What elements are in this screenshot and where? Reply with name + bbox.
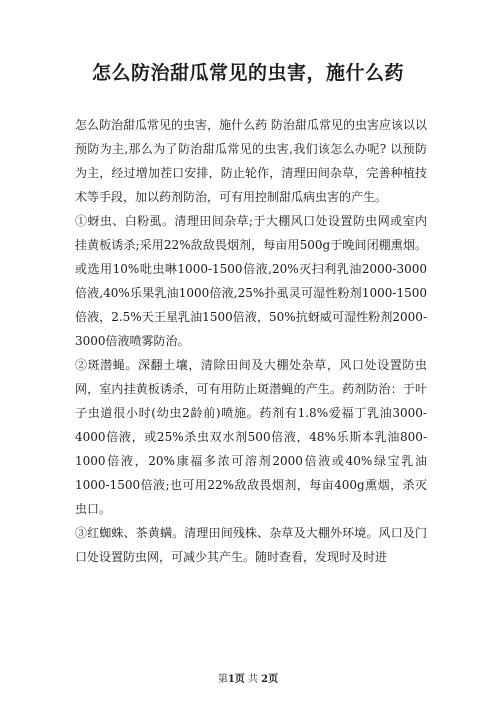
footer-prefix: 第 [217, 674, 228, 685]
paragraph-intro: 怎么防治甜瓜常见的虫害，施什么药 防治甜瓜常见的虫害应该以以预防为主,那么为了防治甜瓜常见的虫害,我们该怎么办呢? 以预防为主，经过增加茬口安排，防止轮作，清理田间杂草，完善种植技术等手段，加以药剂防治，可有用控制甜瓜病虫害的产生。 [75, 118, 427, 204]
footer-middle: 共 [244, 674, 262, 685]
paragraph-aphids: ①蚜虫、白粉虱。清理田间杂草;于大棚风口处设置防虫网或室内挂黄板诱杀;采用22%敌敌畏烟剂，每亩用500g于晚间闭棚熏烟。或选用10%吡虫啉1000-1500倍液,20%灭扫利乳油2000-3000倍液,40%乐果乳油1000倍液,25%扑虱灵可湿性粉剂1000-1500倍液，2.5%天王星乳油1500倍液，50%抗蚜威可湿性粉剂2000-3000倍液喷雾防治。 [75, 214, 427, 348]
paragraph-mites: ③红蜘蛛、茶黄螨。清理田间残株、杂草及大棚外环境。风口及门口处设置防虫网，可减少其产生。随时查看，发现时及时进 [75, 526, 427, 564]
paragraph-leafminer: ②斑潜蝇。深翻土壤，清除田间及大棚处杂草，风口处设置防虫网，室内挂黄板诱杀，可有用防止斑潜蝇的产生。药剂防治：于叶子虫道很小时(幼虫2龄前)喷施。药剂有1.8%爱福丁乳油3000-4000倍液，或25%杀虫双水剂500倍液，48%乐斯本乳油800-1000倍液，20%康福多浓可溶剂2000倍液或40%绿宝乳油1000-1500倍液;也可用22%敌敌畏烟剂，每亩400g熏烟，杀灭虫口。 [75, 358, 427, 516]
footer-total-pages: 2页 [261, 674, 279, 685]
page-footer [0, 670, 496, 685]
document-title: 怎么防治甜瓜常见的虫害，施什么药 [91, 62, 404, 84]
footer-current-page: 1页 [227, 674, 245, 685]
document-body [75, 113, 427, 569]
